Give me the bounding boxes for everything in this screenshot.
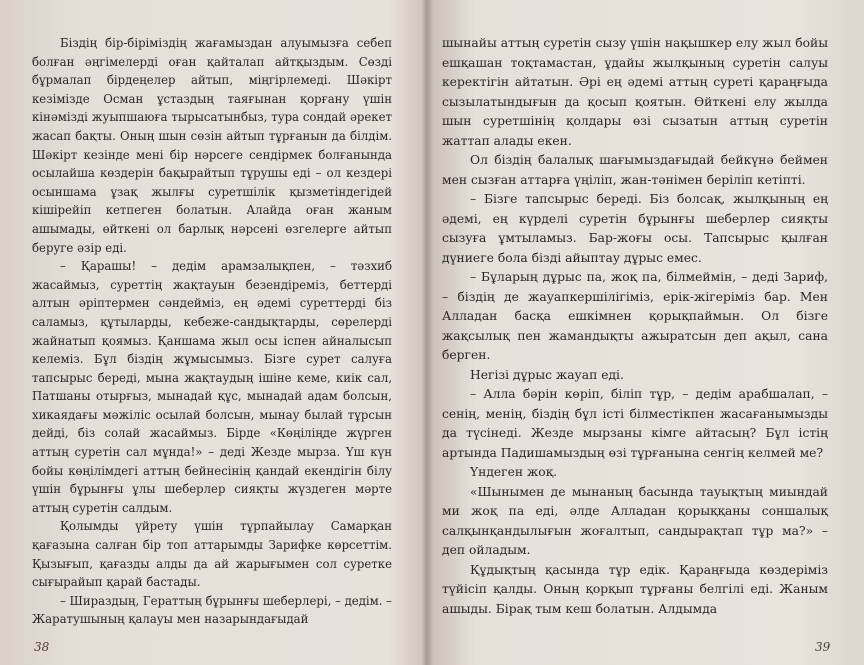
paragraph: – Шираздың, Гераттың бұрынғы шеберлері, – дедім. – Жаратушының қалауы мен назарындағыдай (32, 593, 393, 627)
paragraph: шынайы аттың суретін сызу үшін нақышкер елу жыл бойы ешқашан тоқтамастан, ұдайы жылқының суретін салуы керектігін айтатын. Әрі ең әдемі аттың суреті қараңғыда сызылатындығын да қосып қоятын. Өйткені елу жылда шын суретшінің қолдары өзі сызатын аттың суретін жаттап алады екен. (442, 36, 828, 148)
paragraph: Ол біздің балалық шағымыздағыдай бейкүнә беймен мен сызған аттарға үңіліп, жан-тәнімен беріліп кетіпті. (442, 153, 828, 187)
paragraph: «Шынымен де мынаның басында тауықтың миындай ми жоқ па еді, әлде Алладан қорыққаны соншалық салқынқандылығын жоғалтып, сандырақтап тұр ма?» – деп ойладым. (442, 484, 828, 557)
right-page (442, 34, 828, 619)
paragraph: Қолымды үйрету үшін тұрпайылау Самарқан қағазына салған бір топ аттарымды Зарифке көрсеттім. Қызығып, қағазды алды да ай жарығымен сол суретке сығырайып қарай бастады. (32, 519, 392, 590)
left-page (32, 34, 392, 629)
page-number: 38 (34, 640, 50, 654)
paragraph: Құдықтың қасында тұр едік. Қараңғыда көздеріміз түйісіп қалды. Оның қорқып тұрғаны белгілі еді. Жаным ашыды. Бірақ тым кеш болатын. Алдымда (442, 562, 828, 616)
paragraph: – Қарашы! – дедім арамзалықпен, – тәзхиб жасаймыз, суреттің жақтауын безендіреміз, беттерді алтын әріптермен сәндейміз, ең әдемі суреттерді біз саламыз, құтыларды, кебеже-сандықтарды, сөрелерді жайнатып қоямыз. Қаншама жыл осы іспен айналысып келеміз. Бұл біздің жұмысымыз. Бізге сурет салуға тапсырыс береді, мына жақтаудың ішіне кеме, киік сал, Патшаны отырғыз, мынадай құс, мынадай адам болсын, хикаядағы мәжіліс осылай болсын, мынау былай тұрсын дейді, біз солай жасаймыз. Бірде «Көңіліңде жүрген аттың суретін сал мұнда!» – деді Жезде мырза. Үш күн бойы көңілімдегі аттың бейнесінің қандай екендігін білу үшін бұрынғы ұлы шеберлер сияқты жүздеген мәрте аттың суретін салдым. (32, 259, 392, 515)
paragraph: Үндеген жоқ. (470, 465, 558, 479)
page-number: 39 (815, 640, 831, 654)
paragraph: – Бізге тапсырыс береді. Біз болсақ, жылқының ең әдемі, ең күрделі суретін бұрынғы шеберлер сияқты сызуға ұмтыламыз. Бар-жоғы осы. Тапсырыс қылған дүниеге бола бізді айыптау дұрыс емес. (442, 192, 828, 265)
paragraph: – Бұларың дұрыс па, жоқ па, білмеймін, – деді Зариф, – біздің де жауапкершілігіміз, ерік-жігеріміз бар. Мен Алладан басқа ешкімнен қорықпаймын. Ол бізге жақсылық пен жамандықты ажыратсын деп ақыл, сана берген. (442, 270, 828, 362)
paragraph: – Алла бәрін көріп, біліп тұр, – дедім арабшалап, – сенің, менің, біздің бұл істі білместікпен жасағанымызды да түсінеді. Жезде мырзаны кімге айтасың? Бұл істің артында Падишамыздың өзі тұрғанына сенгің келмей ме? (442, 387, 828, 460)
paragraph: Негізі дұрыс жауап еді. (470, 367, 624, 382)
paragraph: Біздің бір-біріміздің жағамыздан алуымызға себеп болған әңгімелерді оған қайталап айтқыздым. Сөзді бұрмалап бірдеңелер айтып, міңгірлемеді. Шәкірт кезімізде Осман ұстаздың таяғынан қорғану үшін кінәмізді жуыпшаюға тырысатынбыз, тура сондай әрекет жасап бақты. Оның шын сөзін айтып тұрғанын да білдім. Шәкірт кезінде мені бір нәрсеге сендірмек болғанында осылайша көздерін бақырайтып тұрушы еді – ол кездері осыншама ұзақ жылғы суретшілік қызметіндегідей кішірейіп кетпеген болатын. Алайда оған жаным ашымады, өйткені ол барлық нәрсені өзгелерге айтып беруге әзір еді. (32, 36, 392, 255)
